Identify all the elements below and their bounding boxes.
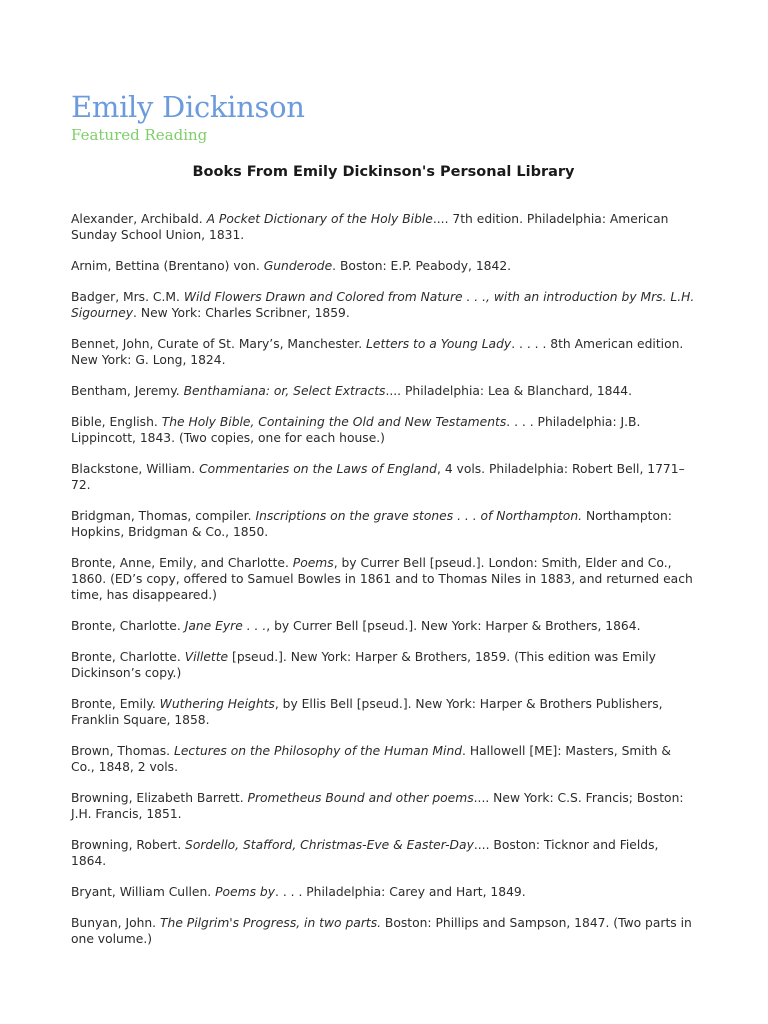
entry-details: .... New York: C.S. Francis; Boston: J.H. Francis, 1851. <box>71 791 684 821</box>
entry-details: , by Currer Bell [pseud.]. New York: Harper & Brothers, 1864. <box>266 619 641 633</box>
entry-author: Bennet, John, Curate of St. Mary’s, Manchester. <box>71 337 367 351</box>
document-title: Emily Dickinson <box>71 90 305 124</box>
entry-title: Sordello, Stafford, Christmas-Eve & Easter-Day <box>185 838 474 852</box>
section-heading: Books From Emily Dickinson's Personal Library <box>192 164 575 180</box>
entry-details: , 4 vols. Philadelphia: Robert Bell, 1771–72. <box>71 462 685 492</box>
entry-title: Letters to a Young Lady <box>366 337 512 351</box>
entry-details: .... Philadelphia: Lea & Blanchard, 1844. <box>385 384 633 398</box>
entry-title: Wild Flowers Drawn and Colored from Nature . . ., with an introduction by Mrs. L.H. Sigourney <box>71 290 695 320</box>
entry-details: . . . . Philadelphia: Carey and Hart, 1849. <box>275 885 526 899</box>
entry-title: Lectures on the Philosophy of the Human Mind <box>173 744 463 758</box>
bibliography-entry <box>71 618 696 634</box>
bibliography-entry <box>71 461 696 493</box>
bibliography-entry <box>71 383 696 399</box>
entry-details: Boston: Phillips and Sampson, 1847. (Two parts in one volume.) <box>71 916 692 946</box>
bibliography-entry <box>71 508 696 540</box>
entry-title: A Pocket Dictionary of the Holy Bible <box>206 212 433 226</box>
bibliography-list <box>71 211 696 947</box>
entry-title: Commentaries on the Laws of England <box>199 462 437 476</box>
entry-title: Prometheus Bound and other poems <box>247 791 474 805</box>
bibliography-entry <box>71 790 696 822</box>
entry-title: The Holy Bible, Containing the Old and New Testaments <box>161 415 507 429</box>
entry-author: Bronte, Charlotte. <box>71 650 185 664</box>
bibliography-entry <box>71 211 696 243</box>
document-subtitle: Featured Reading <box>71 126 208 144</box>
entry-title: Gunderode <box>263 259 333 273</box>
entry-author: Alexander, Archibald. <box>71 212 207 226</box>
bibliography-entry <box>71 743 696 775</box>
entry-title: Poems by <box>215 885 275 899</box>
entry-title: Benthamiana: or, Select Extracts <box>183 384 386 398</box>
bibliography-entry <box>71 915 696 947</box>
bibliography-entry <box>71 837 696 869</box>
entry-author: Bunyan, John. <box>71 916 161 930</box>
entry-details: , by Ellis Bell [pseud.]. New York: Harper & Brothers Publishers, Franklin Square, 1858. <box>71 697 663 727</box>
entry-title: Villette <box>184 650 229 664</box>
entry-details: Northampton: Hopkins, Bridgman & Co., 1850. <box>71 509 672 539</box>
entry-author: Brown, Thomas. <box>71 744 174 758</box>
entry-details: , by Currer Bell [pseud.]. London: Smith, Elder and Co., 1860. (ED’s copy, offered to Samuel Bowles in 1861 and to Thomas Niles in 1883, and returned each time, has disappeared.) <box>71 556 693 602</box>
entry-title: Jane Eyre . . . <box>184 619 267 633</box>
bibliography-entry <box>71 696 696 728</box>
bibliography-entry <box>71 884 696 900</box>
bibliography-entry <box>71 649 696 681</box>
entry-author: Browning, Elizabeth Barrett. <box>71 791 248 805</box>
entry-details: [pseud.]. New York: Harper & Brothers, 1859. (This edition was Emily Dickinson’s copy.) <box>71 650 656 680</box>
entry-author: Bryant, William Cullen. <box>71 885 216 899</box>
entry-title: Wuthering Heights <box>159 697 275 711</box>
entry-details: . Hallowell [ME]: Masters, Smith & Co., 1848, 2 vols. <box>71 744 671 774</box>
entry-author: Arnim, Bettina (Brentano) von. <box>71 259 264 273</box>
bibliography-entry <box>71 336 696 368</box>
entry-author: Bronte, Anne, Emily, and Charlotte. <box>71 556 293 570</box>
bibliography-entry <box>71 414 696 446</box>
entry-author: Blackstone, William. <box>71 462 200 476</box>
entry-author: Bronte, Emily. <box>71 697 160 711</box>
entry-author: Badger, Mrs. C.M. <box>71 290 184 304</box>
entry-author: Bible, English. <box>71 415 162 429</box>
entry-author: Bridgman, Thomas, compiler. <box>71 509 256 523</box>
entry-details: . New York: Charles Scribner, 1859. <box>133 306 350 320</box>
entry-details: . . . . Philadelphia: J.B. Lippincott, 1843. (Two copies, one for each house.) <box>71 415 641 445</box>
bibliography-entry <box>71 289 696 321</box>
entry-details: .... 7th edition. Philadelphia: American Sunday School Union, 1831. <box>71 212 669 242</box>
entry-author: Bronte, Charlotte. <box>71 619 185 633</box>
bibliography-entry <box>71 555 696 603</box>
entry-details: . Boston: E.P. Peabody, 1842. <box>332 259 512 273</box>
entry-details: .... Boston: Ticknor and Fields, 1864. <box>71 838 659 868</box>
entry-title: Poems <box>292 556 334 570</box>
entry-author: Browning, Robert. <box>71 838 186 852</box>
entry-author: Bentham, Jeremy. <box>71 384 184 398</box>
entry-title: The Pilgrim's Progress, in two parts. <box>160 916 382 930</box>
entry-title: Inscriptions on the grave stones . . . of Northampton. <box>255 509 583 523</box>
entry-details: . . . . . 8th American edition. New York: G. Long, 1824. <box>71 337 684 367</box>
bibliography-entry <box>71 258 696 274</box>
